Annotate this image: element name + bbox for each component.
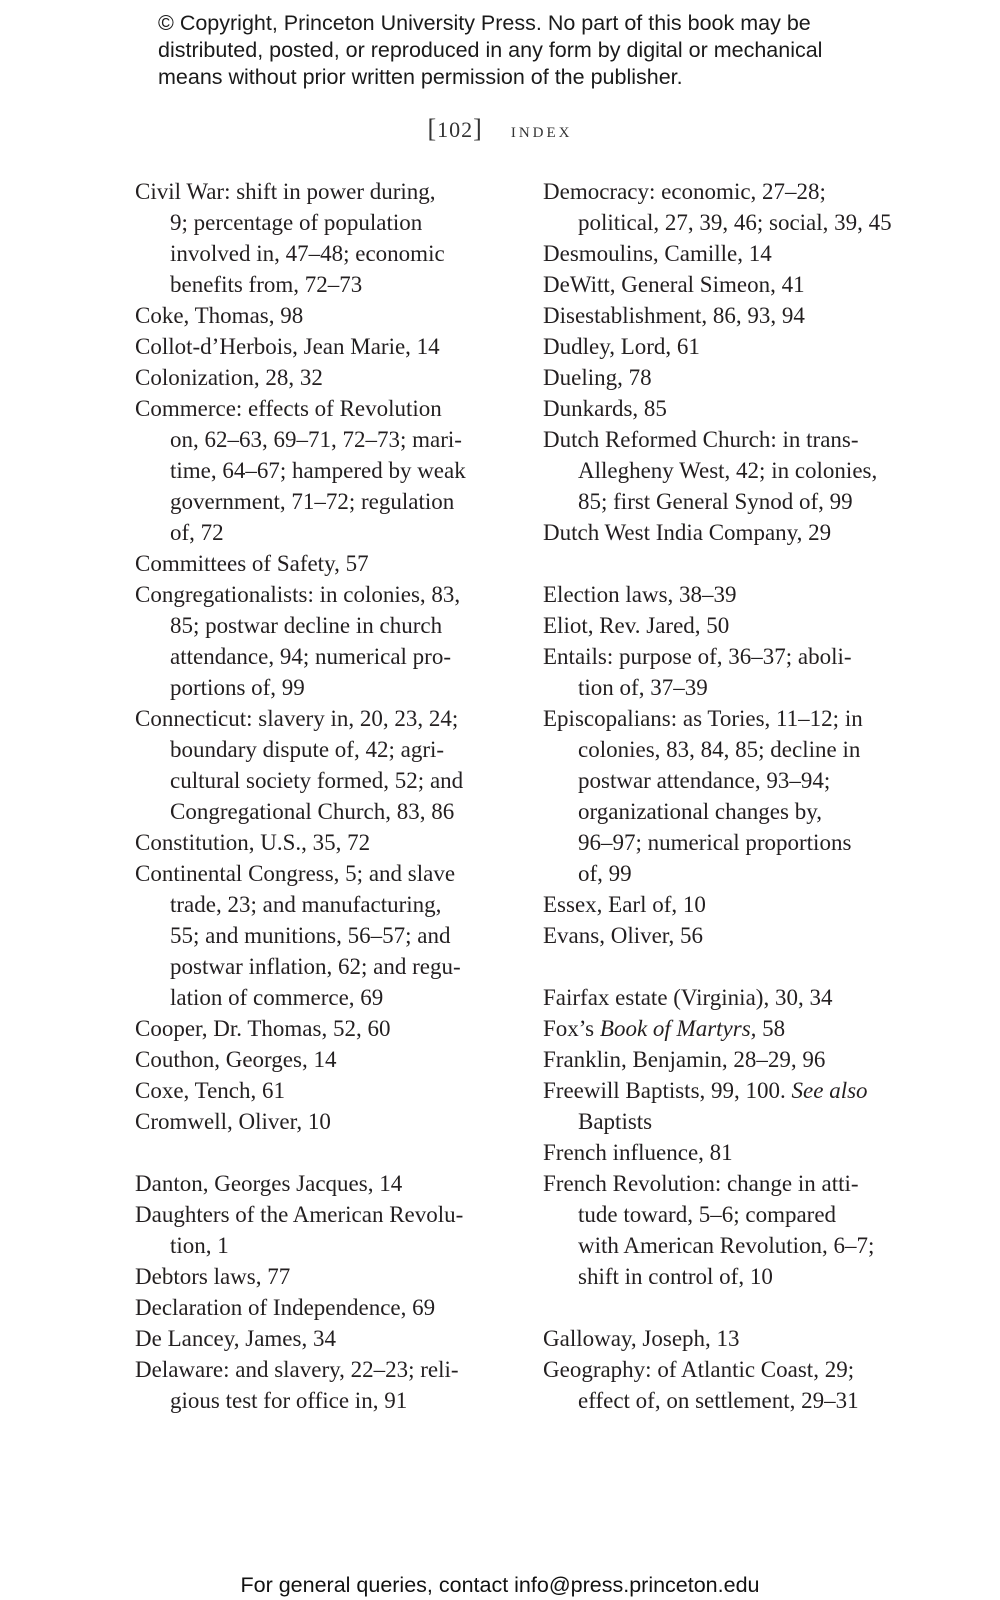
index-entry: Galloway, Joseph, 13 bbox=[543, 1326, 740, 1351]
index-entry: Cooper, Dr. Thomas, 52, 60 bbox=[135, 1016, 391, 1041]
index-entry: Evans, Oliver, 56 bbox=[543, 923, 704, 948]
index-entry: Connecticut: slavery in, 20, 23, 24; boundary dispute of, 42; agri- cultural society formed, 52; and Congregational Church, 83, 86 bbox=[135, 706, 464, 824]
index-entry: Geography: of Atlantic Coast, 29; effect of, on settlement, 29–31 bbox=[543, 1357, 859, 1413]
index-entry: Commerce: effects of Revolution on, 62–63, 69–71, 72–73; mari- time, 64–67; hampered by weak government, 71–72; regulation of, 72 bbox=[135, 396, 466, 545]
index-entry: Coxe, Tench, 61 bbox=[135, 1078, 285, 1103]
index-entry: Franklin, Benjamin, 28–29, 96 bbox=[543, 1047, 826, 1072]
index-entry: French Revolution: change in atti- tude toward, 5–6; compared with American Revolution, 6–7; shift in control of, 10 bbox=[543, 1171, 875, 1289]
index-entry: Debtors laws, 77 bbox=[135, 1264, 291, 1289]
index-entry: Delaware: and slavery, 22–23; reli- gious test for office in, 91 bbox=[135, 1357, 459, 1413]
index-entry: DeWitt, General Simeon, 41 bbox=[543, 272, 805, 297]
index-entry: Dudley, Lord, 61 bbox=[543, 334, 700, 359]
index-entry: Democracy: economic, 27–28; political, 27, 39, 46; social, 39, 45 bbox=[543, 179, 892, 235]
index-entry: Committees of Safety, 57 bbox=[135, 551, 369, 576]
folio-bracket: ] bbox=[473, 114, 483, 143]
copyright-line: distributed, posted, or reproduced in any form by digital or mechanical bbox=[158, 38, 823, 62]
letter-group-separator bbox=[543, 951, 923, 982]
index-entry: Dutch West India Company, 29 bbox=[543, 520, 832, 545]
index-entry: Dunkards, 85 bbox=[543, 396, 667, 421]
index-column-left bbox=[135, 176, 495, 1416]
page-number-value: 102 bbox=[437, 117, 474, 142]
page-number bbox=[428, 114, 483, 144]
copyright-line: © Copyright, Princeton University Press. No part of this book may be bbox=[158, 11, 811, 35]
index-entry: Danton, Georges Jacques, 14 bbox=[135, 1171, 403, 1196]
index-entry: French influence, 81 bbox=[543, 1140, 733, 1165]
folio-bracket: [ bbox=[427, 114, 438, 143]
index-entry: Election laws, 38–39 bbox=[543, 582, 737, 607]
index-entry: Desmoulins, Camille, 14 bbox=[543, 241, 772, 266]
index-entry: Declaration of Independence, 69 bbox=[135, 1295, 436, 1320]
index-entry: Daughters of the American Revolu- tion, 1 bbox=[135, 1202, 464, 1258]
index-entry: Coke, Thomas, 98 bbox=[135, 303, 304, 328]
index-entry: Entails: purpose of, 36–37; aboli- tion of, 37–39 bbox=[543, 644, 852, 700]
index-entry: Fairfax estate (Virginia), 30, 34 bbox=[543, 985, 833, 1010]
book-title: Book of Martyrs, bbox=[599, 1016, 757, 1041]
index-entry: Disestablishment, 86, 93, 94 bbox=[543, 303, 805, 328]
index-entry: De Lancey, James, 34 bbox=[135, 1326, 336, 1351]
index-entry: Continental Congress, 5; and slave trade, 23; and manufacturing, 55; and munitions, 56–57; and postwar inflation, 62; and regu- lation of commerce, 69 bbox=[135, 861, 461, 1010]
index-entry: Dutch Reformed Church: in trans- Allegheny West, 42; in colonies, 85; first General Synod of, 99 bbox=[543, 427, 878, 514]
section-title: index bbox=[510, 117, 573, 142]
index-column-right bbox=[543, 176, 923, 1416]
see-also-reference: See also bbox=[791, 1078, 868, 1103]
index-entry: Colonization, 28, 32 bbox=[135, 365, 323, 390]
index-entry: Eliot, Rev. Jared, 50 bbox=[543, 613, 730, 638]
index-entry: Essex, Earl of, 10 bbox=[543, 892, 706, 917]
copyright-notice bbox=[158, 10, 878, 91]
index-entry: Episcopalians: as Tories, 11–12; in colonies, 83, 84, 85; decline in postwar attendance, 93–94; organizational changes by, 96–97; numerical proportions of, 99 bbox=[543, 706, 863, 886]
running-head bbox=[0, 114, 1000, 144]
index-entry: Collot-d’Herbois, Jean Marie, 14 bbox=[135, 334, 440, 359]
index-entry: Freewill Baptists, 99, 100. See also Baptists bbox=[543, 1078, 868, 1134]
index-entry: Constitution, U.S., 35, 72 bbox=[135, 830, 371, 855]
index-entry: Fox’s Book of Martyrs, 58 bbox=[543, 1016, 786, 1041]
index-entry: Couthon, Georges, 14 bbox=[135, 1047, 337, 1072]
index-entry: Dueling, 78 bbox=[543, 365, 652, 390]
copyright-line: means without prior written permission of the publisher. bbox=[158, 65, 683, 89]
footer-contact: For general queries, contact info@press.princeton.edu bbox=[240, 1573, 760, 1597]
index-entry: Congregationalists: in colonies, 83, 85; postwar decline in church attendance, 94; numerical pro- portions of, 99 bbox=[135, 582, 461, 700]
index-entry: Cromwell, Oliver, 10 bbox=[135, 1109, 331, 1134]
letter-group-separator bbox=[135, 1137, 495, 1168]
letter-group-separator bbox=[543, 548, 923, 579]
letter-group-separator bbox=[543, 1292, 923, 1323]
index-entry: Civil War: shift in power during, 9; percentage of population involved in, 47–48; economic benefits from, 72–73 bbox=[135, 179, 445, 297]
